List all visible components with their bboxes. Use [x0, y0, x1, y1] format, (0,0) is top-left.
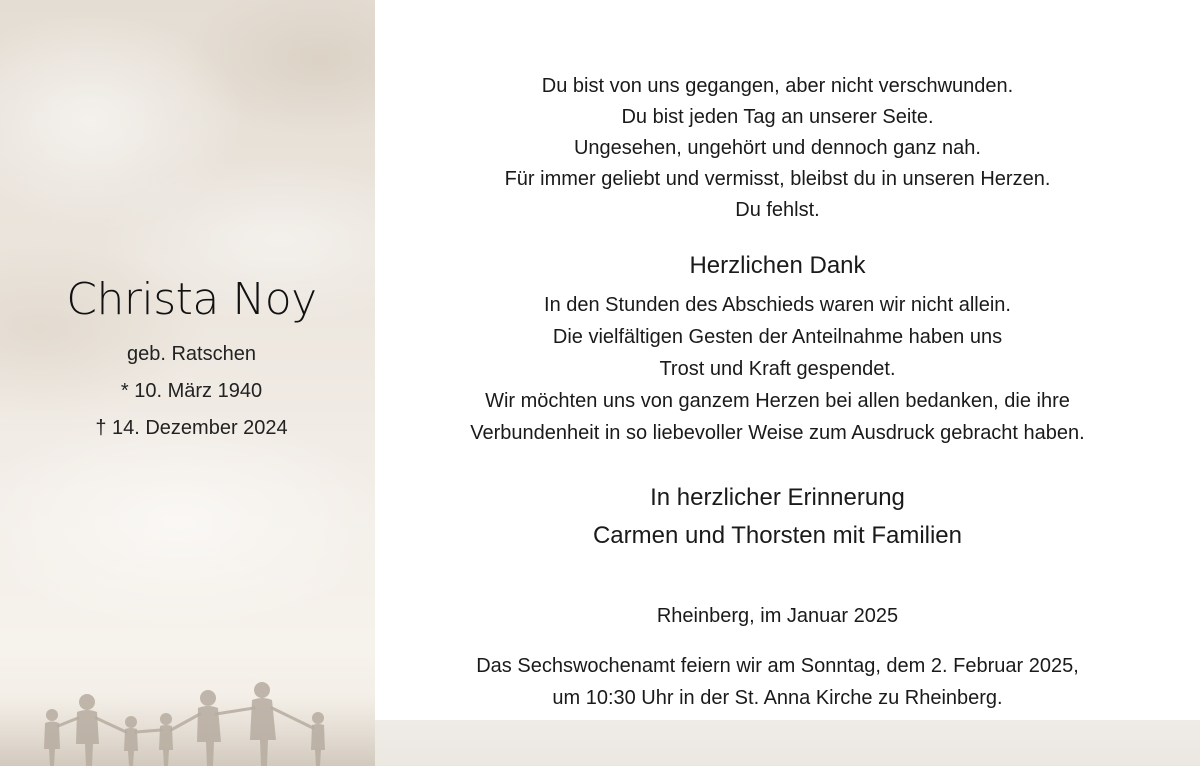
- thanks-title: Herzlichen Dank: [689, 252, 866, 279]
- signature-line: Carmen und Thorsten mit Familien: [592, 522, 963, 549]
- poem-line: Du fehlst.: [735, 199, 820, 221]
- thanks-line: Die vielfältigen Gesten der Anteilnahme haben uns: [552, 326, 1003, 348]
- mass-line: Das Sechswochenamt feiern wir am Sonntag, dem 2. Februar 2025,: [476, 655, 1079, 677]
- place-date-text: Rheinberg, im Januar 2025: [656, 605, 899, 627]
- memorial-image-panel: [0, 0, 375, 766]
- signature: [385, 479, 1170, 555]
- poem-line: Ungesehen, ungehört und dennoch ganz nah.: [573, 137, 981, 159]
- death-date: † 14. Dezember 2024: [95, 417, 288, 439]
- mass-line: um 10:30 Uhr in der St. Anna Kirche zu Rheinberg.: [552, 687, 1003, 709]
- poem: [385, 71, 1170, 226]
- deceased-name: Christa Noy: [66, 274, 317, 325]
- bottom-band: [375, 720, 1200, 766]
- deceased-info: [0, 274, 375, 439]
- family-silhouette-icon: [0, 626, 375, 766]
- signature-line: In herzlicher Erinnerung: [650, 484, 905, 511]
- mass-announcement: [385, 650, 1170, 714]
- thanks-line: Verbundenheit in so liebevoller Weise zum Ausdruck gebracht haben.: [470, 422, 1085, 444]
- place-date: [385, 601, 1170, 632]
- thanks-line: Trost und Kraft gespendet.: [659, 358, 896, 380]
- poem-line: Für immer geliebt und vermisst, bleibst du in unseren Herzen.: [504, 168, 1051, 190]
- thanks-text: [385, 289, 1170, 449]
- poem-line: Du bist von uns gegangen, aber nicht verschwunden.: [541, 75, 1014, 97]
- thanks-line: Wir möchten uns von ganzem Herzen bei allen bedanken, die ihre: [485, 390, 1070, 412]
- poem-line: Du bist jeden Tag an unserer Seite.: [621, 106, 934, 128]
- thanks-line: In den Stunden des Abschieds waren wir nicht allein.: [544, 294, 1011, 316]
- birth-date: * 10. März 1940: [120, 380, 263, 402]
- maiden-name: geb. Ratschen: [127, 343, 256, 365]
